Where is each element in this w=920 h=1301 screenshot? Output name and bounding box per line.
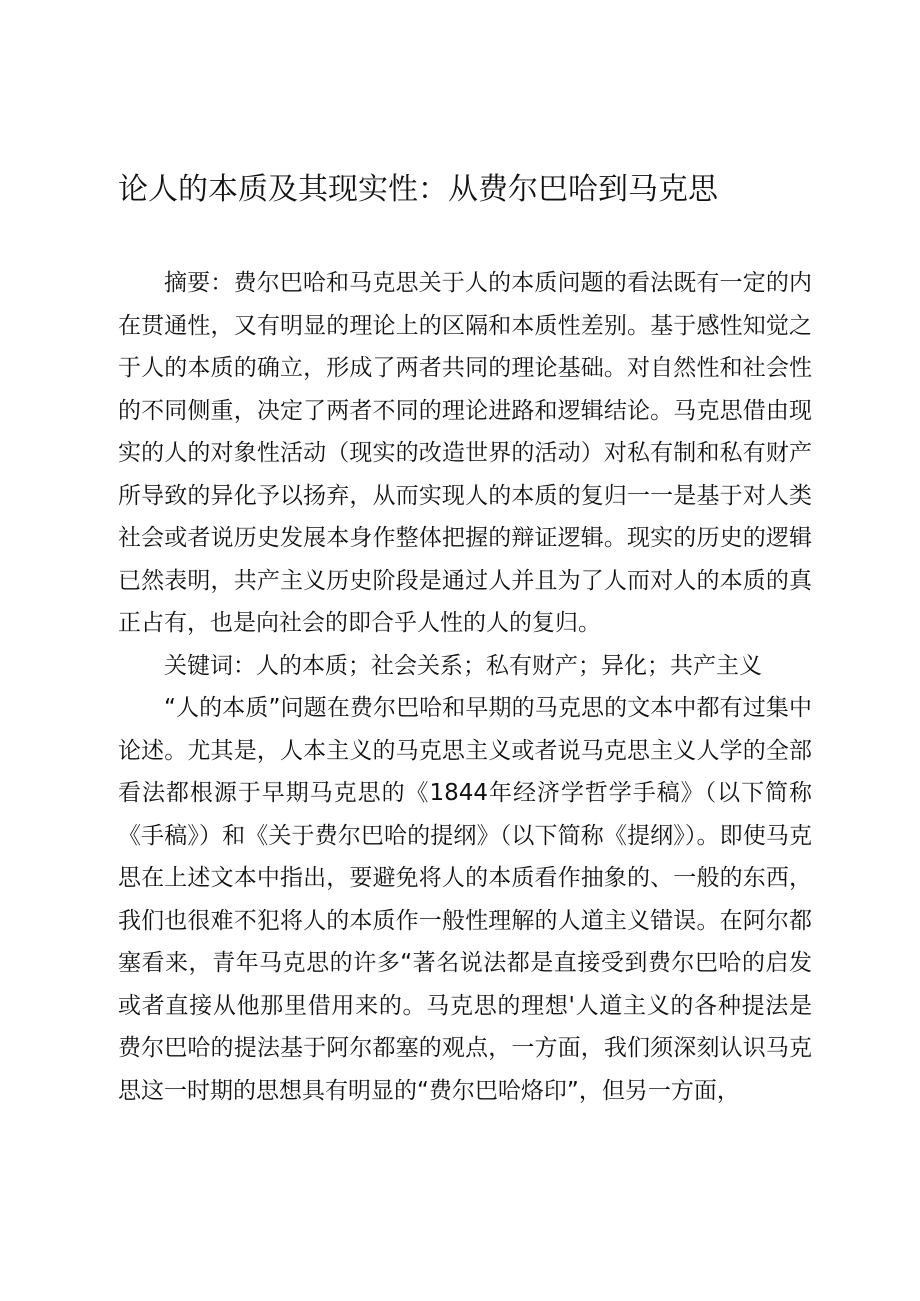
keywords-line: 关键词：人的本质；社会关系；私有财产；异化；共产主义 — [164, 652, 762, 679]
body-paragraph: “人的本质”问题在费尔巴哈和早期的马克思的文本中都有过集中论述。尤其是，人本主义的马克思主义或者说马克思主义人学的全部看法都根源于早期马克思的《1844年经济学哲学手稿》（以下简称《手稿》）和《关于费尔巴哈的提纲》（以下简称《提纲》）。即使马克思在上述文本中指出，要避免将人的本质看作抽象的、一般的东西，我们也很难不犯将人的本质作一般性理解的人道主义错误。在阿尔都塞看来，青年马克思的许多“著名说法都是直接受到费尔巴哈的启发或者直接从他那里借用来的。马克思的理想'人道主义的各种提法是费尔巴哈的提法基于阿尔都塞的观点，一方面，我们须深刻认识马克思这一时期的思想具有明显的“费尔巴哈烙印”，但另一方面， — [118, 695, 812, 1104]
document-title: 论人的本质及其现实性：从费尔巴哈到马克思 — [118, 172, 718, 207]
document-body — [118, 262, 812, 1112]
abstract-paragraph: 摘要：费尔巴哈和马克思关于人的本质问题的看法既有一定的内在贯通性，又有明显的理论上的区隔和本质性差别。基于感性知觉之于人的本质的确立，形成了两者共同的理论基础。对自然性和社会性的不同侧重，决定了两者不同的理论进路和逻辑结论。马克思借由现实的人的对象性活动（现实的改造世界的活动）对私有制和私有财产所导致的异化予以扬弃，从而实现人的本质的复归一一是基于对人类社会或者说历史发展本身作整体把握的辩证逻辑。现实的历史的逻辑已然表明，共产主义历史阶段是通过人并且为了人而对人的本质的真正占有，也是向社会的即合乎人性的人的复归。 — [118, 270, 812, 636]
